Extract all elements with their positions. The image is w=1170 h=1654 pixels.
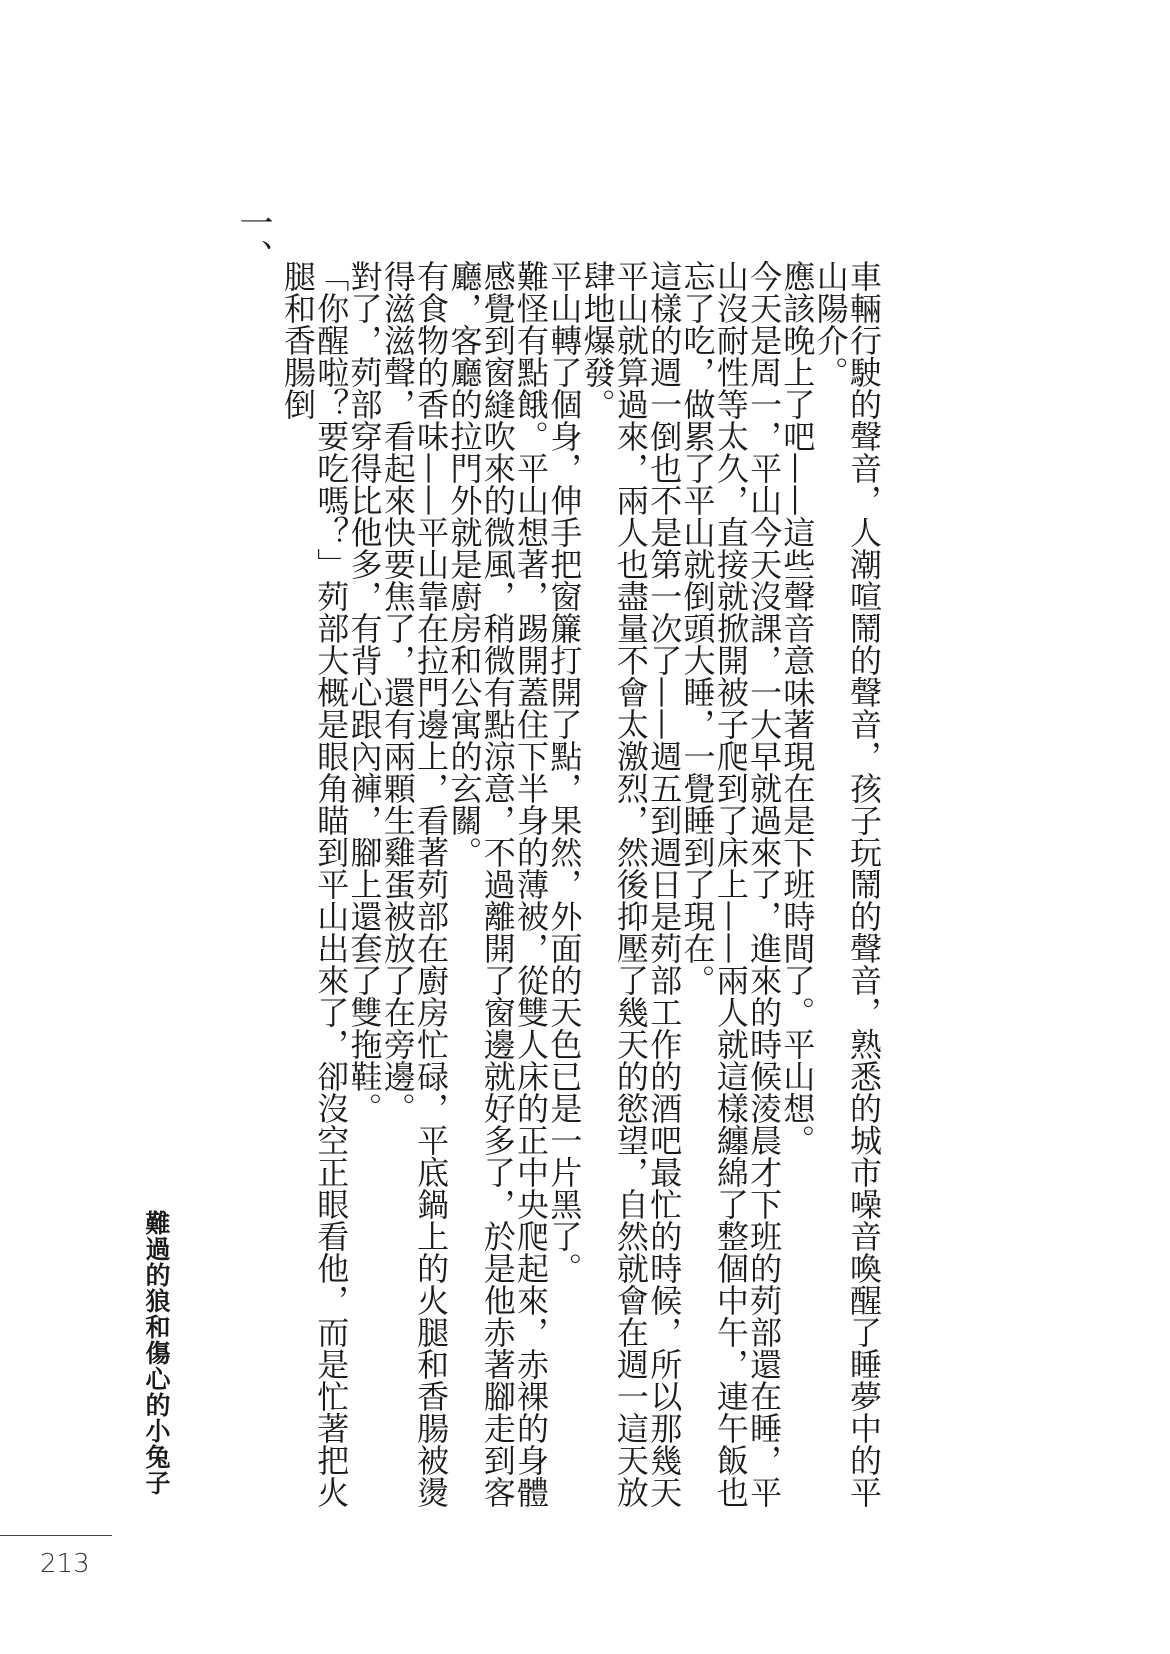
running-book-title: 難過的狼和傷心的小兔子 [142,1210,171,1496]
paragraph: 車輛行駛的聲音，人潮喧鬧的聲音，孩子玩鬧的聲音，熟悉的城市噪音喚醒了睡夢中的平山陽介。 [811,260,883,1508]
paragraph: 這樣的週一倒也不是第一次了——週五到週日是茢部工作的酒吧最忙的時候，所以那幾天平山就算過來，兩人也盡量不會太激烈，然後抑壓了幾天的慾望，自然就會在週一這天放肆地爆發。 [578,260,684,1508]
paragraph: 「你醒啦？要吃嗎？」茢部大概是眼角瞄到平山出來了，卻沒空正眼看他，而是忙著把火腿和香腸倒 [278,260,351,1508]
footer-divider [0,1535,112,1536]
paragraph: 難怪有點餓。平山想著，踢開蓋住下半身的薄被，從雙人床的正中央爬起來，赤裸的身體感覺到窗縫吹來的微風，稍微有點涼意，不過離開了窗邊就好多了，於是他赤著腳走到客廳，客廳的拉門外就是廚房和公寓的玄關。 [445,260,551,1508]
paragraph: 有食物的香味——平山靠在拉門邊上，看著茢部在廚房忙碌，平底鍋上的火腿和香腸被燙得滋滋聲，看起來快要焦了，還有兩顆生雞蛋被放了在旁邊。 [378,260,451,1508]
paragraph: 平山轉了個身，伸手把窗簾打開了點，果然，外面的天色已是一片黑了。 [545,260,584,1284]
paragraph: 對了，茢部穿得比他多，有背心跟內褲，腳上還套了雙拖鞋。 [345,260,384,1124]
chapter-heading: 一、 [233,205,273,273]
page-number: 213 [40,1549,90,1579]
paragraph: 今天是周一，平山今天沒課，一大早就過來了，進來的時候淩晨才下班的茢部還在睡，平山沒耐性等太久，直接就掀開被子爬到了床上——兩人就這樣纏綿了整個中午，連午飯也忘了吃，做累了平山就倒頭大睡，一覺睡到了現在。 [678,260,784,1508]
paragraph: 應該晚上了吧——這些聲音意味著現在是下班時間了。平山想。 [778,260,817,1156]
body-text [240,260,883,1510]
